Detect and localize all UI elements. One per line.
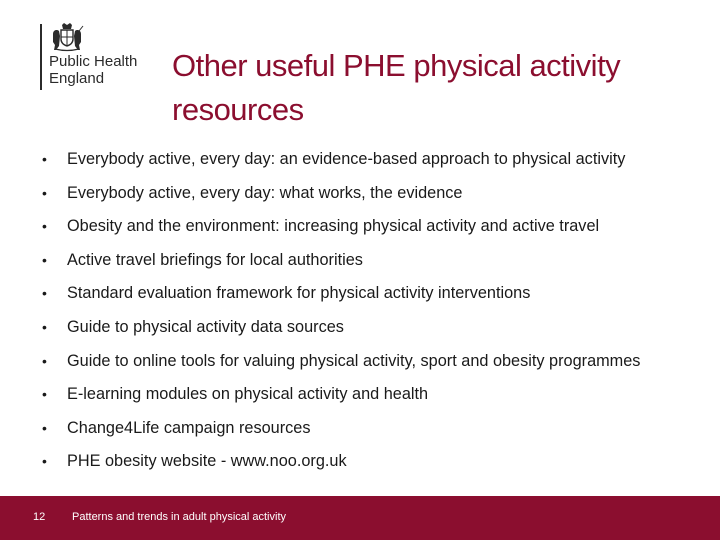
list-item bbox=[42, 378, 712, 412]
bullet-icon: • bbox=[42, 419, 47, 436]
bullet-icon: • bbox=[42, 151, 47, 167]
bullet-icon: • bbox=[42, 218, 47, 235]
logo-line-2: England bbox=[49, 70, 105, 87]
list-item-text: PHE obesity website - www.noo.org.uk bbox=[67, 452, 347, 471]
logo-line-1: Public Health bbox=[49, 53, 138, 70]
bullet-icon: • bbox=[42, 251, 47, 268]
bullet-icon: • bbox=[42, 285, 47, 302]
list-item-text: Guide to physical activity data sources bbox=[67, 317, 344, 336]
list-item bbox=[42, 412, 712, 446]
bullet-icon: • bbox=[42, 184, 47, 201]
bullet-icon: • bbox=[42, 352, 47, 369]
list-item bbox=[42, 177, 712, 211]
list-item bbox=[42, 311, 712, 345]
bullet-icon: • bbox=[42, 318, 47, 335]
list-item-text: E-learning modules on physical activity and health bbox=[67, 385, 429, 404]
list-item bbox=[42, 345, 712, 379]
footer-caption: Patterns and trends in adult physical activity bbox=[72, 511, 287, 523]
list-item-text: Everybody active, every day: an evidence-based approach to physical activity bbox=[67, 150, 626, 168]
list-item bbox=[42, 210, 712, 244]
list-item bbox=[42, 445, 712, 479]
list-item-text: Everybody active, every day: what works, the evidence bbox=[67, 183, 463, 202]
royal-crest-icon bbox=[50, 22, 84, 52]
list-item-text: Standard evaluation framework for physical activity interventions bbox=[67, 284, 531, 303]
slide-title: Other useful PHE physical activity resources bbox=[172, 48, 621, 127]
list-item-text: Active travel briefings for local authorities bbox=[67, 250, 363, 269]
footer-bar bbox=[0, 496, 720, 540]
resource-list bbox=[42, 143, 712, 479]
list-item bbox=[42, 244, 712, 278]
list-item bbox=[42, 143, 712, 177]
phe-logo bbox=[40, 22, 150, 92]
list-item-text: Obesity and the environment: increasing physical activity and active travel bbox=[67, 217, 600, 236]
page-number: 12 bbox=[33, 511, 46, 523]
list-item-text: Guide to online tools for valuing physical activity, sport and obesity programmes bbox=[67, 351, 641, 370]
bullet-icon: • bbox=[42, 453, 47, 470]
logo-wordmark bbox=[49, 53, 137, 87]
logo-divider-bar bbox=[40, 24, 42, 90]
bullet-icon: • bbox=[42, 386, 47, 403]
list-item-text: Change4Life campaign resources bbox=[67, 418, 311, 437]
list-item bbox=[42, 277, 712, 311]
